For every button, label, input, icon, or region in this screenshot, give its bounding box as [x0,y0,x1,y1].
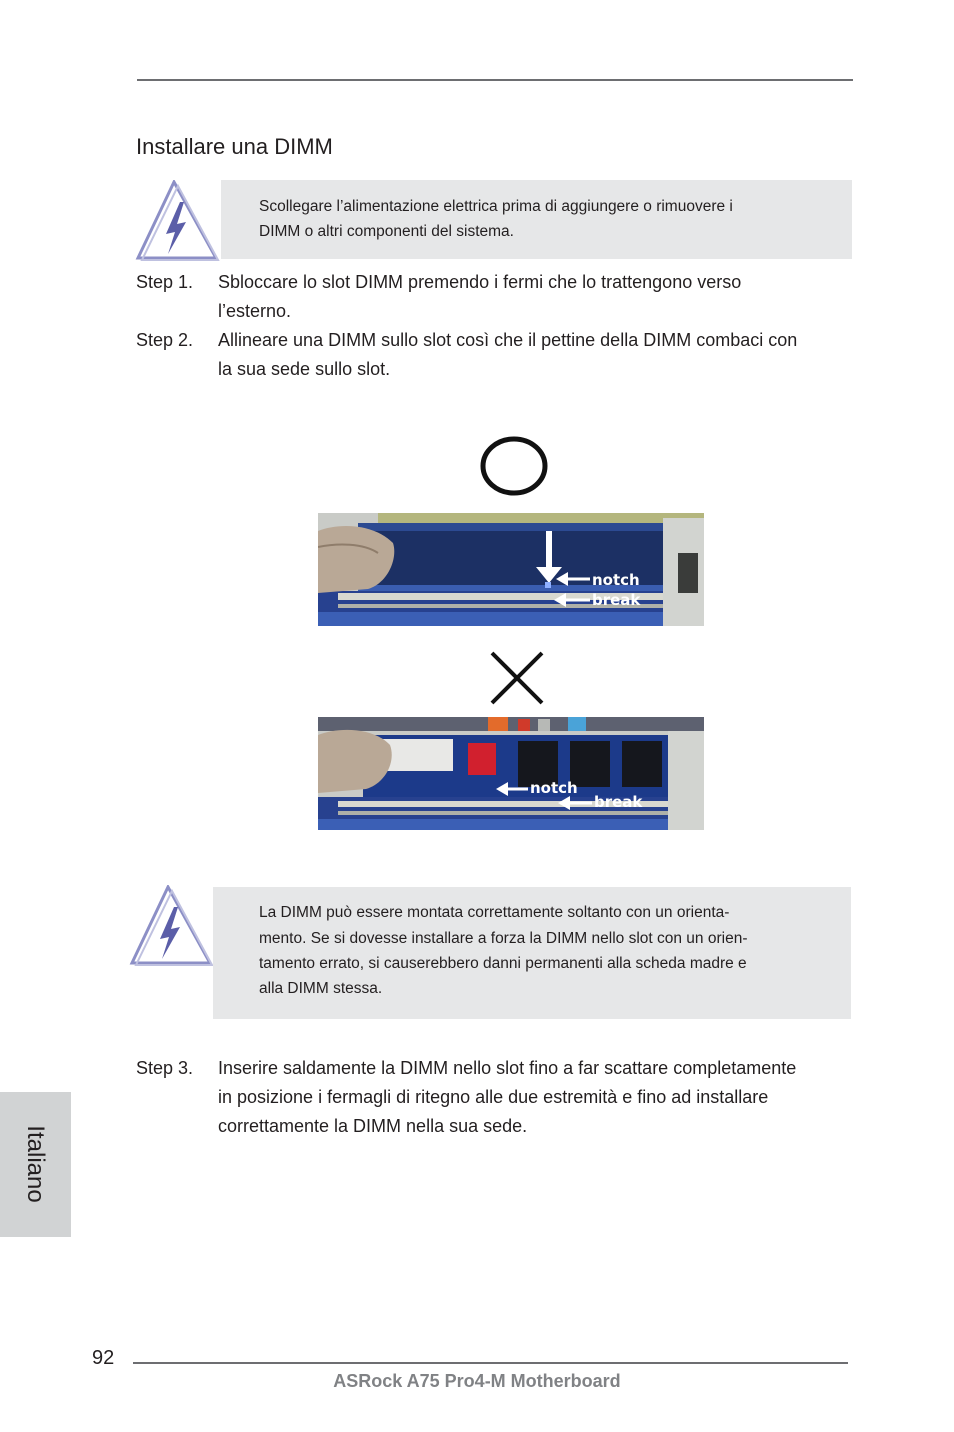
step-2-label: Step 2. [136,330,194,350]
warning-lightning-icon [134,180,220,262]
warning-2-line-2: mento. Se si dovesse installare a forza la DIMM nello slot con un orien- [259,930,748,947]
break-label-wrong: break [594,793,643,811]
cross-icon [489,650,545,706]
language-side-tab [0,1092,71,1237]
warning-1-line-1: Scollegare l’alimentazione elettrica prima di aggiungere o rimuovere i [259,198,733,215]
step-3-text-line-2: in posizione i fermagli di ritegno alle due estremità e fino ad installare [218,1087,769,1107]
footer-rule [133,1362,848,1364]
dimm-photo-correct [318,513,704,626]
language-tab-label: Italiano [22,1125,49,1203]
step-3-text-line-1: Inserire saldamente la DIMM nello slot fino a far scattare completamente [218,1058,797,1078]
notch-label-wrong: notch [530,779,578,797]
warning-2-line-4: alla DIMM stessa. [259,980,383,997]
warning-2-line-1: La DIMM può essere montata correttamente soltanto con un orienta- [259,904,730,921]
warning-icon-1 [134,180,220,262]
header-rule [137,79,853,81]
step-2-text-line-1: Allineare una DIMM sullo slot così che il pettine della DIMM combaci con [218,330,798,350]
warning-lightning-icon [128,885,214,967]
step-2-text-line-2: la sua sede sullo slot. [218,359,391,379]
notch-label-correct: notch [592,571,640,589]
step-3-text-line-3: correttamente la DIMM nella sua sede. [218,1116,528,1136]
warning-icon-2 [128,885,214,967]
step-1-text-line-2: l’esterno. [218,301,292,321]
page-number: 92 [92,1347,115,1369]
break-label-correct: break [592,591,641,609]
warning-2-line-3: tamento errato, si causerebbero danni permanenti alla scheda madre e [259,955,747,972]
dimm-photo-wrong [318,717,704,830]
section-title: Installare una DIMM [136,134,333,159]
step-1-text-line-1: Sbloccare lo slot DIMM premendo i fermi che lo trattengono verso [218,272,742,292]
circle-icon [478,433,550,499]
step-3-label: Step 3. [136,1058,194,1078]
step-1-label: Step 1. [136,272,194,292]
footer-product-name: ASRock A75 Pro4-M Motherboard [333,1371,621,1391]
warning-1-line-2: DIMM o altri componenti del sistema. [259,223,514,240]
